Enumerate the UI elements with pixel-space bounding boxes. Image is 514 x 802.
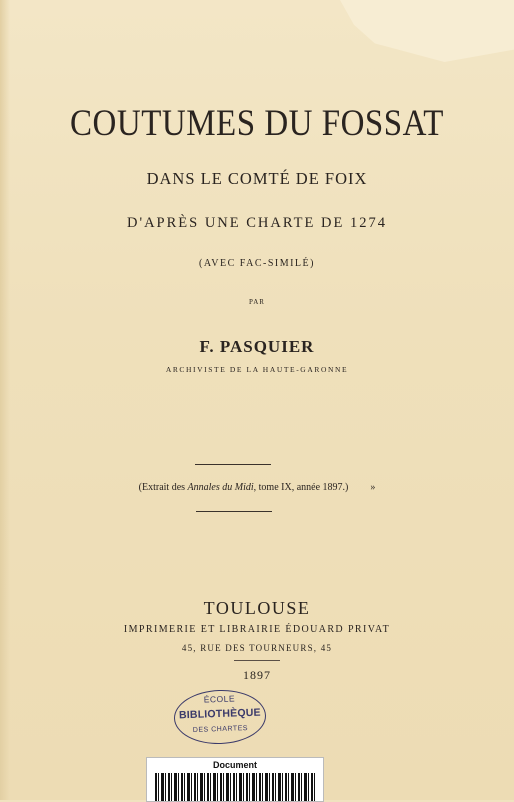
stamp-middle-text: BIBLIOTHÈQUE xyxy=(178,706,261,722)
printer-name: IMPRIMERIE ET LIBRAIRIE ÉDOUARD PRIVAT xyxy=(123,624,391,635)
subtitle-region: DANS LE COMTÉ DE FOIX xyxy=(146,169,368,188)
divider-top xyxy=(195,464,271,465)
stamp-bottom-text: DES CHARTES xyxy=(192,725,249,734)
torn-corner xyxy=(340,0,514,62)
author-name: F. PASQUIER xyxy=(199,337,315,356)
subtitle-facsimile: (AVEC FAC-SIMILÉ) xyxy=(199,258,315,269)
book-title: COUTUMES DU FOSSAT xyxy=(70,103,444,145)
extract-prefix: (Extrait des xyxy=(138,482,188,493)
subtitle-charter: D'APRÈS UNE CHARTE DE 1274 xyxy=(127,215,387,231)
extract-mark: » xyxy=(370,482,376,493)
barcode-icon xyxy=(155,773,315,801)
stamp-top-text: ÉCOLE xyxy=(203,693,236,705)
author-role: ARCHIVISTE DE LA HAUTE-GARONNE xyxy=(165,365,349,374)
barcode-label-box xyxy=(146,757,324,802)
barcode-label: Document xyxy=(212,760,257,770)
extract-note xyxy=(0,482,514,493)
extract-suffix: , tome IX, année 1897.) xyxy=(253,482,349,493)
divider-bottom xyxy=(196,511,272,512)
by-label: PAR xyxy=(249,298,265,306)
publication-year: 1897 xyxy=(243,668,271,682)
journal-name: Annales du Midi xyxy=(187,482,254,493)
divider-year xyxy=(234,660,280,661)
library-stamp xyxy=(173,688,267,745)
publication-city: TOULOUSE xyxy=(203,598,311,618)
printer-address: 45, RUE DES TOURNEURS, 45 xyxy=(181,643,333,653)
